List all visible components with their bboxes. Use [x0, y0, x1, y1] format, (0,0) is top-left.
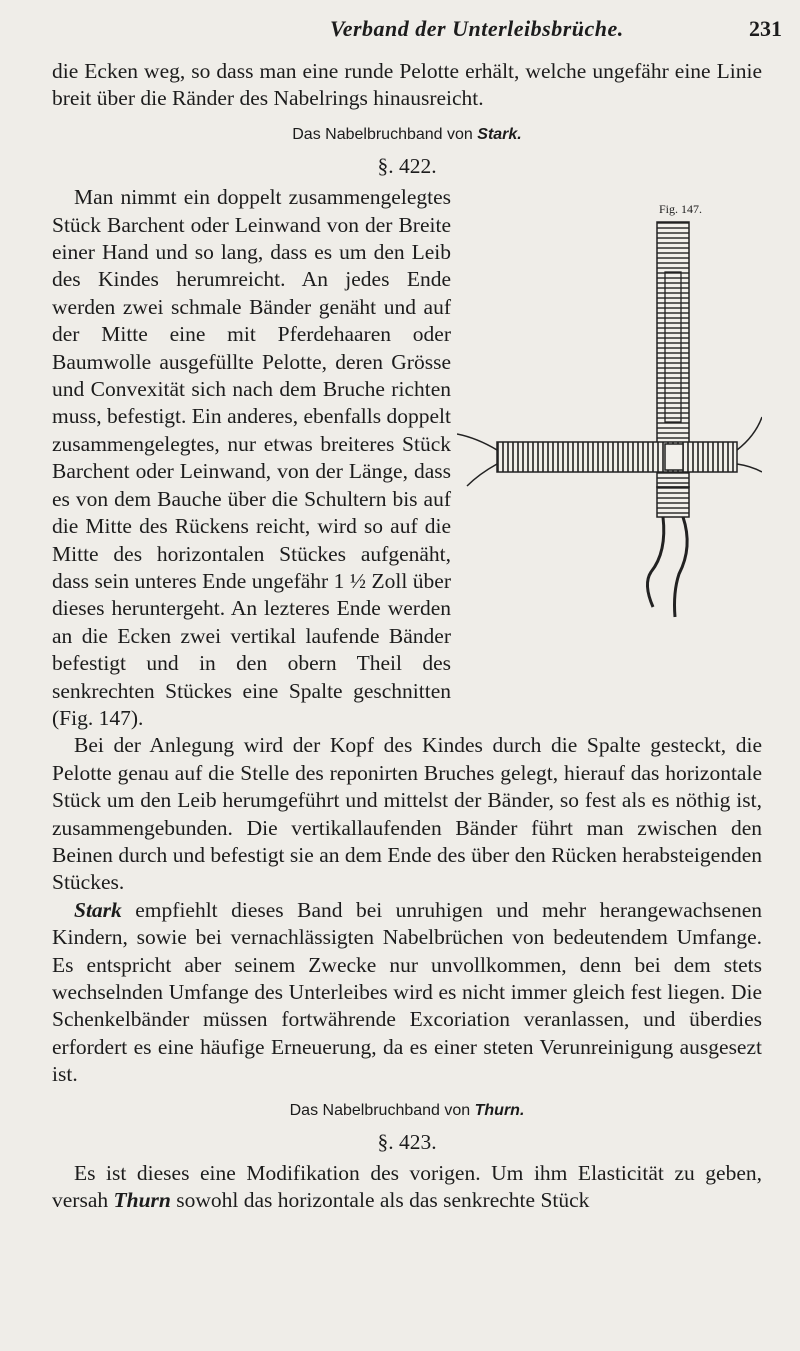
- section-number-423: §. 423.: [377, 1129, 437, 1154]
- pelotte: [665, 444, 683, 470]
- figure-147: [457, 184, 762, 704]
- author-name: Thurn: [113, 1188, 171, 1213]
- author-name: Stark.: [477, 125, 522, 143]
- paragraph-422-b: Bei der Anlegung wird der Kopf des Kindes durch die Spalte gesteckt, die Pelotte genau auf die Stelle des reponirten Bruches gelegt, hierauf das horizontale Stück um den Leib herumgeführt und mittelst der Bänder, so fest als es nöthig ist, zusammengebunden. Die vertikallaufenden Bänder führt man zwischen den Beinen durch und befestigt sie an dem Ende des über den Rücken herabsteigenden Stückes.: [52, 733, 762, 895]
- subheading-thurn: Das Nabelbruchband von Thurn.: [289, 1101, 525, 1119]
- subheading-stark: Das Nabelbruchband von Stark.: [292, 125, 522, 143]
- figure-label: Fig. 147.: [658, 202, 702, 217]
- running-title: Verband der Unterleibsbrüche.: [330, 16, 624, 41]
- running-header: [0, 10, 800, 50]
- section-number-422: §. 422.: [377, 153, 437, 178]
- author-name: Thurn.: [474, 1101, 525, 1119]
- horizontal-strip: [497, 442, 737, 472]
- truss-illustration: [457, 212, 762, 672]
- body-text: [52, 58, 762, 1215]
- paragraph-continuation: die Ecken weg, so dass man eine runde Pelotte erhält, welche ungefähr eine Linie breit über die Ränder des Nabelrings hinausreicht.: [52, 59, 762, 111]
- paragraph-422-a: Fig. 147. Man nimmt ein doppelt zusammengelegtes Stück Barchent oder Leinwand von der Breite einer Hand und so lang, dass es um den Leib des Kindes herumreicht. An jedes Ende werden zwei schmale Bänder genäht und auf der Mitte eine mit Pferdehaaren oder Baumwolle ausgefüllte Pelotte, deren Grösse und Convexität sich nach dem Bruche richten muss, befestigt. Ein anderes, ebenfalls doppelt zusammengelegtes, nur etwas breiteres Stück Barchent oder Leinwand, von der Länge, dass es von dem Bauche über die Schultern bis auf die Mitte des Rückens reicht, wird so auf die Mitte des horizontalen Stückes aufgenäht, dass sein unteres Ende ungefähr 1 ½ Zoll über dieses heruntergeht. An lezteres Ende werden an die Ecken zwei vertikal laufende Bänder befestigt und in den obern Theil des senkrechten Stückes eine Spalte geschnitten (Fig. 147).: [52, 184, 762, 732]
- paragraph-422-c: Stark empfiehlt dieses Band bei unruhigen und mehr herangewachsenen Kindern, sowie bei vernachlässigten Nabelbrüchen von bedeutendem Umfange. Es entspricht aber seinem Zwecke nur unvollkommen, denn bei dem stets wechselnden Umfange des Unterleibes wird es nicht immer gleich fest liegen. Die Schenkelbänder müssen fortwährende Excoriation veranlassen, und überdies erfordert es eine häufige Erneuerung, da es einer steten Verunreinigung ausgesezt ist.: [52, 897, 762, 1087]
- page-number: 231: [749, 16, 782, 41]
- paragraph-423: Es ist dieses eine Modifikation des vorigen. Um ihm Elasticität zu geben, versah Thurn sowohl das horizontale als das senkrechte Stück: [52, 1161, 762, 1213]
- author-name: Stark: [74, 897, 122, 922]
